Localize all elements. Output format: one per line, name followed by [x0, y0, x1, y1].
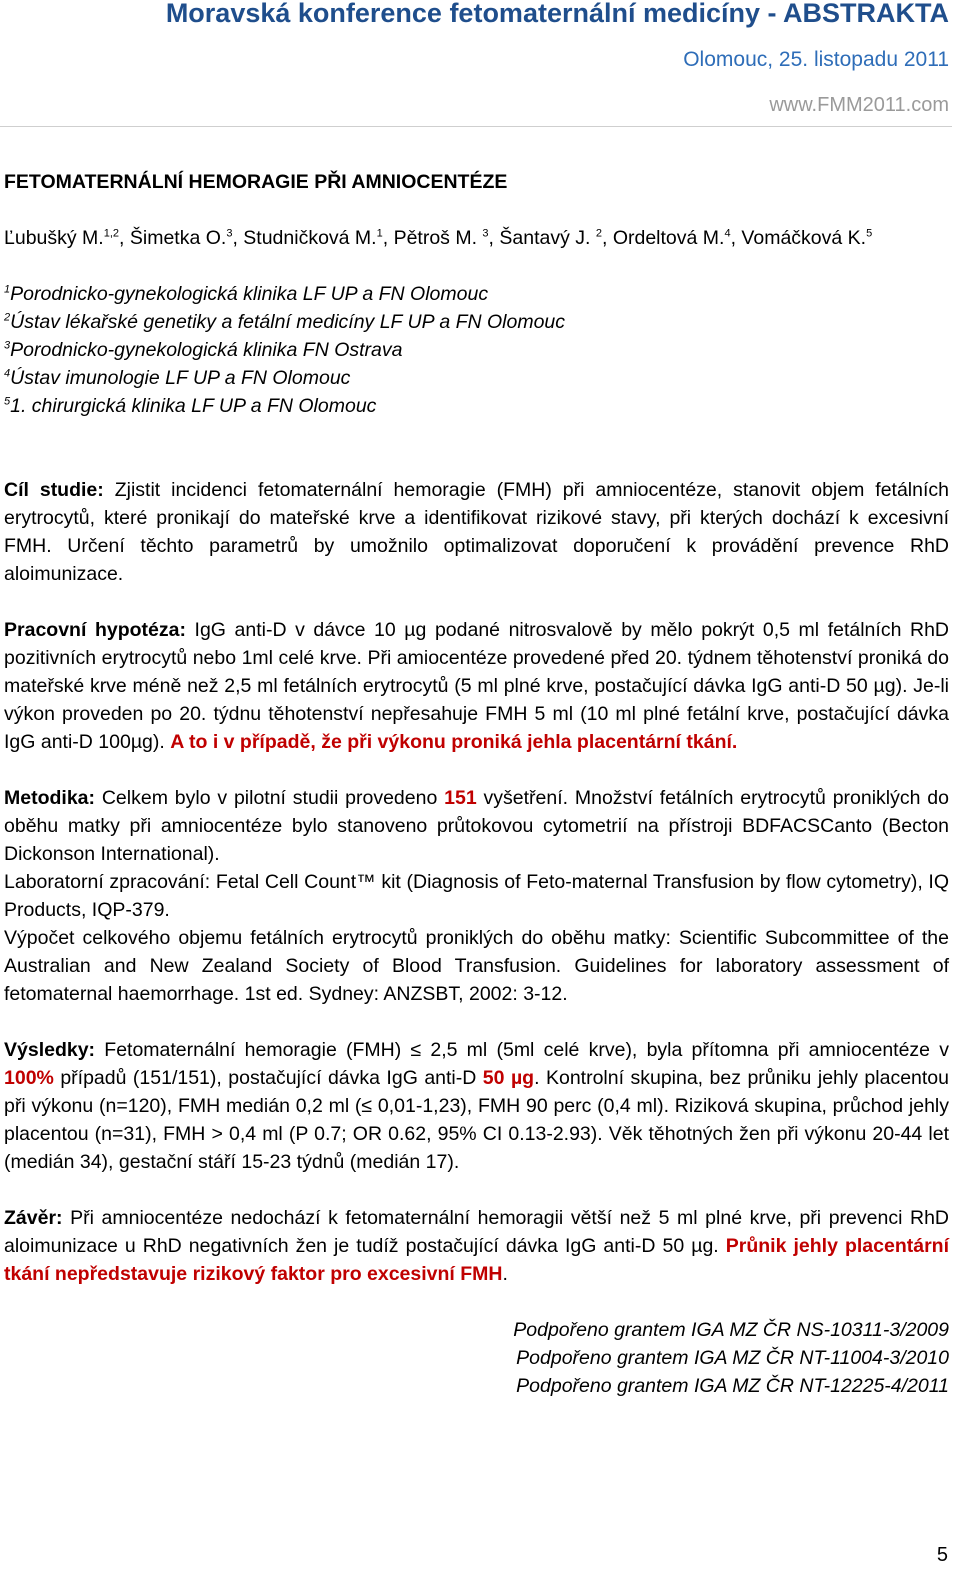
section-text: IgG anti-D v dávce 10 µg podané nitrosvalově by mělo pokrýt 0,5 ml fetálních RhD pozitivních erytrocytů nebo 1ml celé krve. Při amiocentéze provedené před 20. týdnem těhotenství proniká do mateřské krve méně než 2,5 ml fetálních erytrocytů (5 ml plné krve, postačující dávka IgG anti-D 50 µg). Je-li výkon proveden po 20. týdnu těhotenství nepřesahuje FMH 5 ml (10 ml plné fetální krve, postačující dávka IgG anti-D 100µg). — [4, 619, 949, 753]
author-separator: , — [488, 227, 500, 249]
highlight-end: . — [502, 1263, 508, 1285]
author-affil-ref: 4 — [724, 227, 731, 240]
affiliation-list — [4, 280, 949, 420]
affiliation-text: 1. chirurgická klinika LF UP a FN Olomouc — [10, 395, 377, 417]
section-text: Při amniocentéze nedochází k fetomaternální hemoragii větší než 5 ml plné krve, při prevenci RhD aloimunizace u RhD negativních žen je tudíž postačující dávka IgG anti-D 50 µg. — [4, 1207, 949, 1257]
highlight-end: . — [731, 731, 738, 753]
affiliation-number: 4 — [4, 367, 11, 380]
affiliation-text: Ústav imunologie LF UP a FN Olomouc — [10, 367, 351, 389]
affiliation-item — [4, 392, 949, 420]
affiliation-number: 3 — [4, 339, 11, 352]
abstract-title: FETOMATERNÁLNÍ HEMORAGIE PŘI AMNIOCENTÉZE — [4, 171, 508, 193]
header-divider — [0, 126, 952, 127]
section-label: Metodika: — [4, 787, 96, 809]
author-separator: , — [730, 227, 742, 249]
highlighted-statement: Průnik jehly placentární tkání nepředstavuje rizikový faktor pro excesivní FMH — [4, 1235, 949, 1285]
affiliation-item — [4, 280, 949, 308]
grant-line: Podpořeno grantem IGA MZ ČR NT-11004-3/2010 — [516, 1347, 949, 1369]
grant-line: Podpořeno grantem IGA MZ ČR NT-12225-4/2011 — [516, 1375, 949, 1397]
author-name: Šimetka O. — [129, 227, 227, 249]
section-hypothesis — [4, 616, 949, 756]
affiliation-text: Porodnicko-gynekologická klinika FN Ostrava — [10, 339, 403, 361]
affiliation-number: 1 — [4, 283, 11, 296]
author-affil-ref: 3 — [226, 227, 233, 240]
affiliation-text: Ústav lékařské genetiky a fetální medicíny LF UP a FN Olomouc — [10, 311, 566, 333]
section-text: . Kontrolní skupina, bez průniku jehly placentou při výkonu (n=120), FMH medián 0,2 ml (≤ 0,01-1,23), FMH 90 perc (0,4 ml). Riziková skupina, průchod jehly placentou (n=31), FMH > 0,4 ml (P 0.7; OR 0.62, 95% CI 0.13-2.93). Věk těhotných žen při výkonu 20-44 let (medián 34), gestační stáří 15-23 týdnů (medián 17). — [4, 1067, 949, 1173]
affiliation-item — [4, 336, 949, 364]
author-name: Ordeltová M. — [612, 227, 725, 249]
author-affil-ref: 1,2 — [103, 227, 120, 240]
section-aim — [4, 476, 949, 588]
conference-url[interactable]: www.FMM2011.com — [769, 94, 949, 116]
author-name: Studničková M. — [243, 227, 377, 249]
affiliation-item — [4, 308, 949, 336]
methods-calculation: Výpočet celkového objemu fetálních erytrocytů proniklých do oběhu matky: Scientific Subcommittee of the Australian and New Zealand Society of Blood Transfusion. Guidelines for laboratory assessment of fetomaternal haemorrhage. 1st ed. Sydney: ANZSBT, 2002: 3-12. — [4, 927, 949, 1005]
section-results — [4, 1036, 949, 1176]
conference-title: Moravská konference fetomaternální medicíny - ABSTRAKTA — [165, 0, 949, 28]
affiliation-number: 2 — [4, 311, 11, 324]
author-affil-ref: 2 — [595, 227, 602, 240]
author-name: Vomáčková K. — [741, 227, 867, 249]
author-list — [4, 224, 949, 252]
author-name: Pětroš M. — [393, 227, 483, 249]
result-dose: 50 µg — [482, 1067, 535, 1089]
author-separator: , — [601, 227, 608, 249]
author-separator: , — [382, 227, 394, 249]
author-affil-ref: 5 — [866, 227, 873, 240]
section-text: Celkem bylo v pilotní studii provedeno — [95, 787, 445, 809]
page-number: 5 — [936, 1544, 948, 1566]
section-text: Fetomaternální hemoragie (FMH) ≤ 2,5 ml (5ml celé krve), byla přítomna při amniocentéze v — [95, 1039, 949, 1061]
methods-lab: Laboratorní zpracování: Fetal Cell Count™ kit (Diagnosis of Feto-maternal Transfusion by flow cytometry), IQ Products, IQP-379. — [4, 871, 949, 921]
author-separator: , — [232, 227, 244, 249]
author-separator: , — [119, 227, 130, 249]
highlighted-statement: A to i v případě, že při výkonu proniká jehla placentární tkání — [170, 731, 732, 753]
section-label: Cíl studie: — [4, 479, 104, 501]
section-text: Zjistit incidenci fetomaternální hemoragie (FMH) při amniocentéze, stanovit objem fetálních erytrocytů, které pronikají do mateřské krve a identifikovat rizikové stavy, při kterých dochází k excesivní FMH. Určení těchto parametrů by umožnilo optimalizovat doporučení k provádění prevence RhD aloimunizace. — [4, 479, 950, 585]
examination-count: 151 — [444, 787, 477, 809]
author-affil-ref: 1 — [376, 227, 383, 240]
author-affil-ref: 3 — [482, 227, 489, 240]
section-label: Pracovní hypotéza: — [4, 619, 186, 641]
author-name: Ľubušký M. — [4, 227, 104, 249]
abstract-body — [4, 162, 949, 1400]
section-text: případů (151/151), postačující dávka IgG anti-D — [53, 1067, 483, 1089]
grant-line: Podpořeno grantem IGA MZ ČR NS-10311-3/2009 — [513, 1319, 949, 1341]
grant-list — [4, 1316, 949, 1400]
section-text: vyšetření. Množství fetálních erytrocytů proniklých do oběhu matky při amniocentéze bylo stanoveno průtokovou cytometrií na přístroji BDFACSCanto (Becton Dickonson International). — [4, 787, 949, 865]
section-label: Závěr: — [4, 1207, 63, 1229]
affiliation-item — [4, 364, 949, 392]
section-label: Výsledky: — [4, 1039, 96, 1061]
author-name: Šantavý J. — [499, 227, 596, 249]
affiliation-number: 5 — [4, 395, 11, 408]
affiliation-text: Porodnicko-gynekologická klinika LF UP a FN Olomouc — [10, 283, 489, 305]
result-percentage: 100% — [4, 1067, 54, 1089]
section-methods — [4, 784, 949, 868]
section-conclusion — [4, 1204, 949, 1288]
conference-date: Olomouc, 25. listopadu 2011 — [683, 48, 949, 71]
